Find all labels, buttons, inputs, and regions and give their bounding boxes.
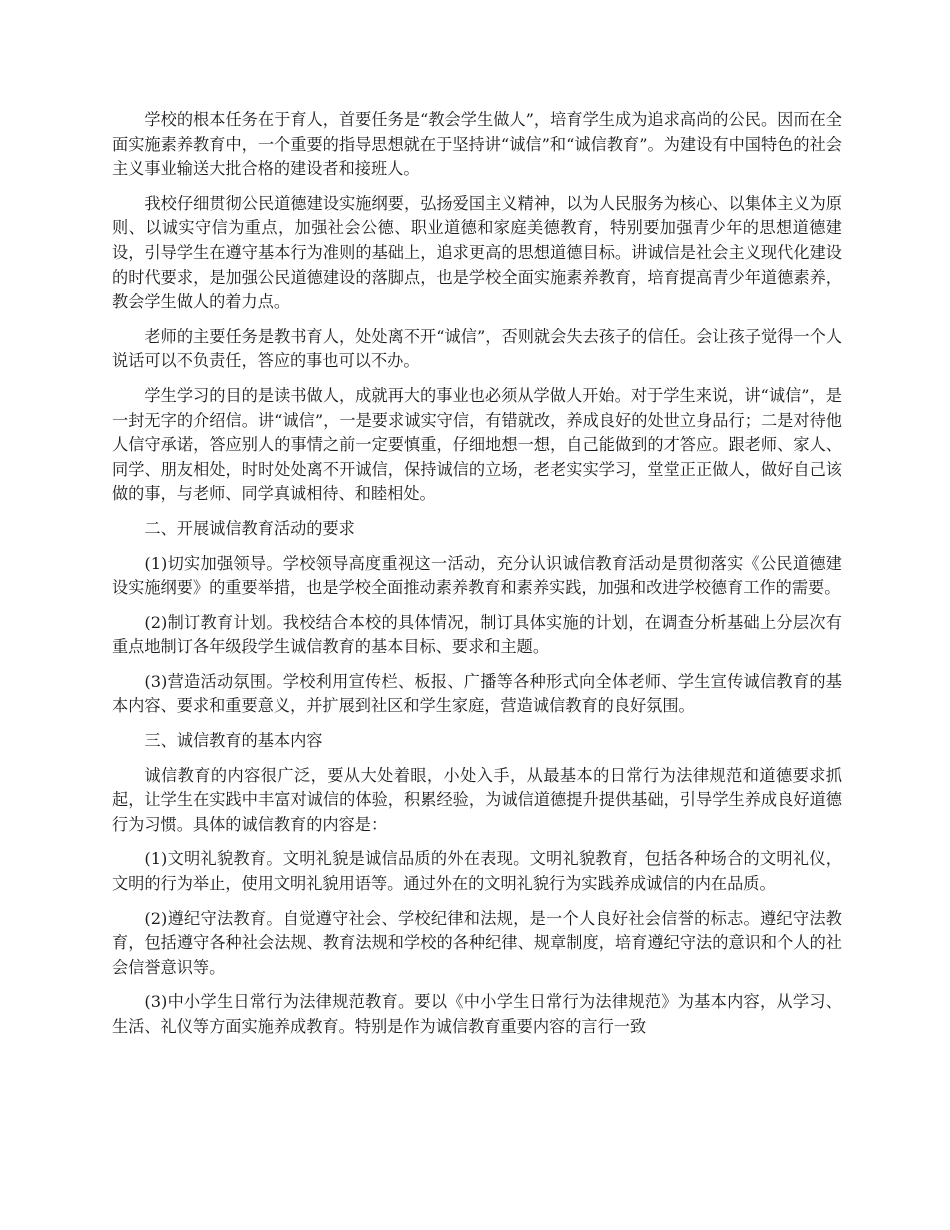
paragraph: 老师的主要任务是教书育人，处处离不开“诚信”，否则就会失去孩子的信任。会让孩子觉得一个人说话可以不负责任，答应的事也可以不办。 (112, 326, 842, 371)
section-heading: 二、开展诚信教育活动的要求 (144, 518, 355, 538)
paragraph: 我校仔细贯彻公民道德建设实施纲要，弘扬爱国主义精神，以为人民服务为核心、以集体主义为原则、以诚实守信为重点，加强社会公德、职业道德和家庭美德教育，特别要加强青少年的思想道德建设，引导学生在遵守基本行为准则的基础上，追求更高的思想道德目标。讲诚信是社会主义现代化建设的时代要求，是加强公民道德建设的落脚点，也是学校全面实施素养教育，培育提高青少年道德素养，教会学生做人的着力点。 (112, 193, 842, 312)
paragraph: 诚信教育的内容很广泛，要从大处着眼，小处入手，从最基本的日常行为法律规范和道德要求抓起，让学生在实践中丰富对诚信的体验，积累经验，为诚信道德提升提供基础，引导学生养成良好道德行为习惯。具体的诚信教育的内容是： (112, 765, 842, 834)
document-body (112, 108, 842, 1050)
section-heading: 三、诚信教育的基本内容 (144, 731, 323, 751)
paragraph: (2)制订教育计划。我校结合本校的具体情况，制订具体实施的计划，在调查分析基础上分层次有重点地制订各年级段学生诚信教育的基本目标、要求和主题。 (112, 612, 842, 657)
paragraph: 学校的根本任务在于育人，首要任务是“教会学生做人”，培育学生成为追求高尚的公民。因而在全面实施素养教育中，一个重要的指导思想就在于坚持讲“诚信”和“诚信教育”。为建设有中国特色的社会主义事业输送大批合格的建设者和接班人。 (112, 110, 842, 179)
paragraph: 学生学习的目的是读书做人，成就再大的事业也必须从学做人开始。对于学生来说，讲“诚信”，是一封无字的介绍信。讲“诚信”，一是要求诚实守信，有错就改，养成良好的处世立身品行；二是对待他人信守承诺，答应别人的事情之前一定要慎重，仔细地想一想，自己能做到的才答应。跟老师、家人、同学、朋友相处，时时处处离不开诚信，保持诚信的立场，老老实实学习，堂堂正正做人，做好自己该做的事，与老师、同学真诚相待、和睦相处。 (112, 385, 842, 504)
paragraph: (3)营造活动氛围。学校利用宣传栏、板报、广播等各种形式向全体老师、学生宣传诚信教育的基本内容、要求和重要意义，并扩展到社区和学生家庭，营造诚信教育的良好氛围。 (112, 671, 842, 716)
paragraph: (3)中小学生日常行为法律规范教育。要以《中小学生日常行为法律规范》为基本内容，从学习、生活、礼仪等方面实施养成教育。特别是作为诚信教育重要内容的言行一致 (112, 992, 842, 1036)
paragraph: (1)文明礼貌教育。文明礼貌是诚信品质的外在表现。文明礼貌教育，包括各种场合的文明礼仪，文明的行为举止，使用文明礼貌用语等。通过外在的文明礼貌行为实践养成诚信的内在品质。 (112, 849, 842, 894)
paragraph: (1)切实加强领导。学校领导高度重视这一活动，充分认识诚信教育活动是贯彻落实《公民道德建设实施纲要》的重要举措，也是学校全面推动素养教育和素养实践，加强和改进学校德育工作的需要。 (112, 553, 842, 598)
paragraph: (2)遵纪守法教育。自觉遵守社会、学校纪律和法规，是一个人良好社会信誉的标志。遵纪守法教育，包括遵守各种社会法规、教育法规和学校的各种纪律、规章制度，培育遵纪守法的意识和个人的社会信誉意识等。 (112, 908, 842, 977)
